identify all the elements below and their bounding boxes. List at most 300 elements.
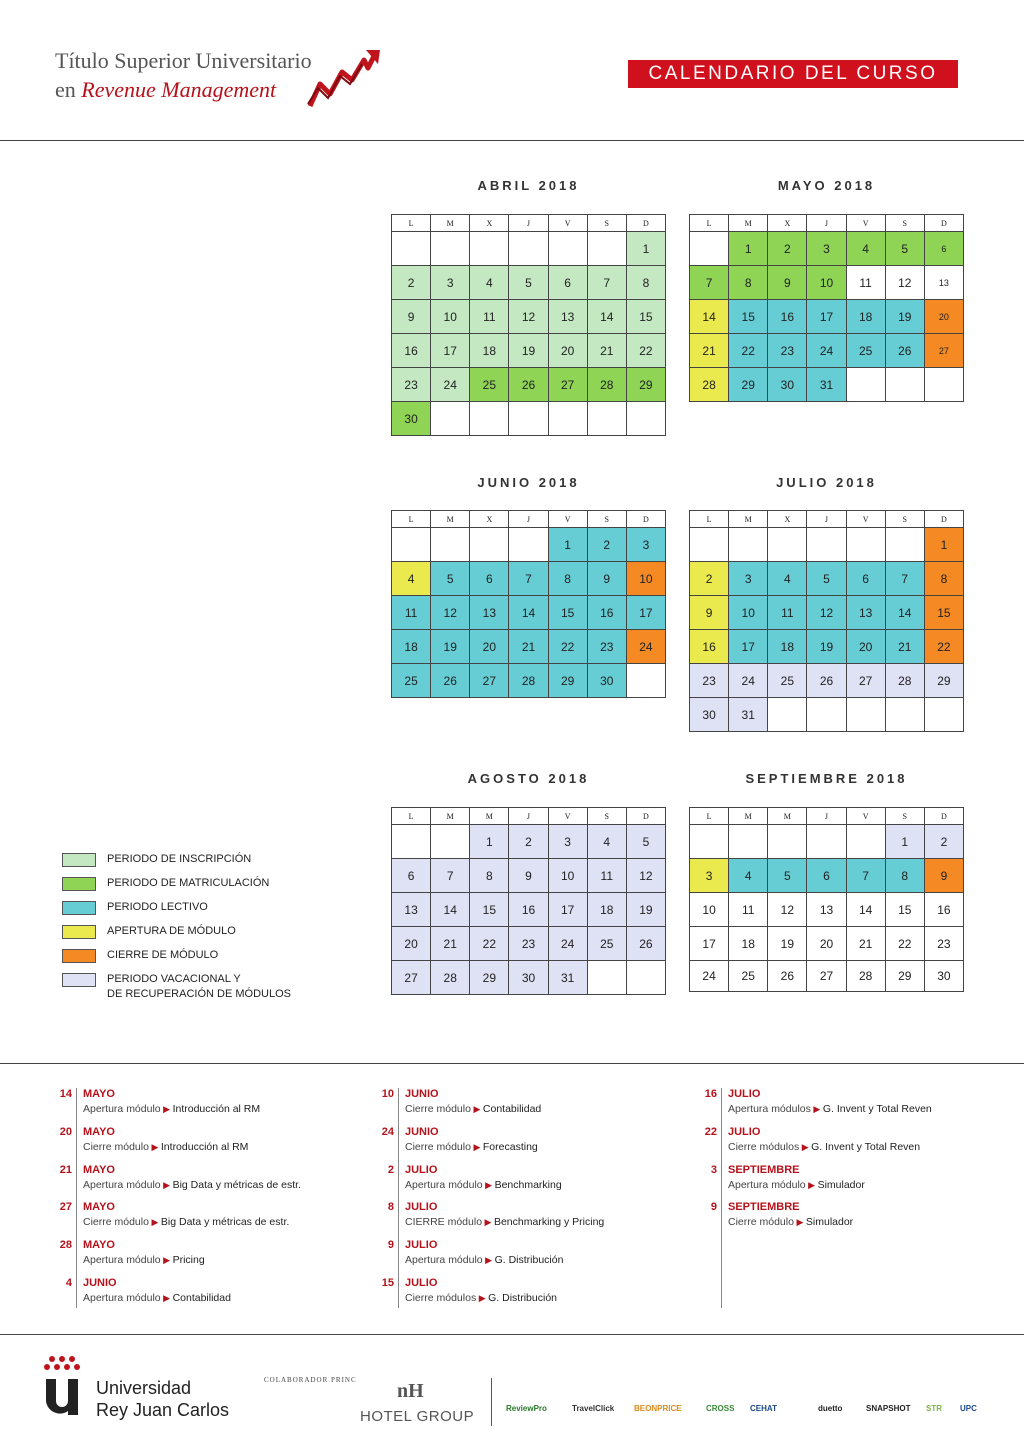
week-row — [690, 664, 964, 698]
day-cell — [470, 528, 509, 562]
weekday-header: S — [587, 511, 626, 528]
day-cell — [846, 528, 885, 562]
week-row — [690, 859, 964, 893]
day-cell — [470, 402, 509, 436]
day-cell: 14 — [846, 893, 885, 927]
day-cell: 29 — [470, 961, 509, 995]
arrow-right-icon: ▶ — [160, 1255, 173, 1265]
day-cell: 25 — [729, 961, 768, 992]
weekday-header: M — [729, 511, 768, 528]
week-row — [392, 266, 666, 300]
day-cell: 5 — [431, 562, 470, 596]
day-cell: 2 — [587, 528, 626, 562]
legend-swatch — [62, 925, 96, 939]
day-cell: 22 — [626, 334, 665, 368]
day-cell: 20 — [846, 630, 885, 664]
weekday-header: J — [509, 808, 548, 825]
weekday-header: V — [548, 808, 587, 825]
day-cell: 17 — [690, 927, 729, 961]
day-cell — [587, 402, 626, 436]
event-item — [56, 1164, 376, 1200]
day-cell: 21 — [509, 630, 548, 664]
day-cell: 8 — [548, 562, 587, 596]
day-cell: 11 — [392, 596, 431, 630]
day-cell — [431, 402, 470, 436]
week-row — [690, 596, 964, 630]
collaborator-label: COLABORADOR PRINC — [264, 1376, 357, 1384]
event-description — [405, 1292, 557, 1304]
day-cell: 29 — [885, 961, 924, 992]
week-row — [392, 961, 666, 995]
event-action: Apertura módulo — [728, 1179, 806, 1191]
day-cell: 12 — [431, 596, 470, 630]
day-cell — [509, 528, 548, 562]
day-cell: 30 — [768, 368, 807, 402]
week-row — [392, 300, 666, 334]
weekday-header: J — [509, 511, 548, 528]
event-subject: Simulador — [817, 1179, 865, 1191]
month-title: SEPTIEMBRE 2018 — [745, 771, 908, 786]
day-cell: 16 — [768, 300, 807, 334]
day-cell: 5 — [768, 859, 807, 893]
day-cell: 23 — [392, 368, 431, 402]
events-column — [378, 1088, 698, 1308]
event-day: 16 — [704, 1088, 717, 1100]
growth-arrow-icon — [306, 48, 382, 110]
legend-swatch — [62, 853, 96, 867]
week-row — [690, 368, 964, 402]
day-cell: 19 — [509, 334, 548, 368]
day-cell: 10 — [548, 859, 587, 893]
day-cell: 4 — [846, 232, 885, 266]
events-column — [56, 1088, 376, 1308]
month-calendar — [689, 510, 964, 732]
day-cell: 13 — [807, 893, 846, 927]
day-cell: 22 — [729, 334, 768, 368]
day-cell: 22 — [470, 927, 509, 961]
weekday-header: J — [807, 511, 846, 528]
day-cell: 27 — [470, 664, 509, 698]
event-item — [378, 1126, 698, 1162]
day-cell: 18 — [768, 630, 807, 664]
week-row — [690, 528, 964, 562]
day-cell: 24 — [548, 927, 587, 961]
legend-label: PERIODO VACACIONAL Y — [107, 973, 241, 985]
day-cell: 26 — [807, 664, 846, 698]
day-cell: 15 — [470, 893, 509, 927]
day-cell: 25 — [768, 664, 807, 698]
arrow-right-icon: ▶ — [799, 1142, 812, 1152]
week-row — [690, 266, 964, 300]
event-month: JULIO — [728, 1126, 761, 1138]
event-description — [83, 1141, 248, 1153]
event-day: 9 — [387, 1239, 394, 1251]
day-cell — [690, 825, 729, 859]
event-subject: G. Distribución — [494, 1254, 564, 1266]
day-cell: 4 — [587, 825, 626, 859]
weekday-header: X — [768, 511, 807, 528]
day-cell — [548, 402, 587, 436]
day-cell: 15 — [924, 596, 963, 630]
day-cell — [846, 698, 885, 732]
weekday-header: L — [392, 808, 431, 825]
day-cell: 24 — [626, 630, 665, 664]
week-row — [392, 528, 666, 562]
day-cell: 14 — [431, 893, 470, 927]
day-cell: 21 — [587, 334, 626, 368]
day-cell: 13 — [846, 596, 885, 630]
day-cell: 15 — [548, 596, 587, 630]
day-cell: 30 — [587, 664, 626, 698]
day-cell: 19 — [807, 630, 846, 664]
day-cell: 26 — [626, 927, 665, 961]
day-cell: 10 — [431, 300, 470, 334]
event-month: JULIO — [405, 1277, 438, 1289]
day-cell: 18 — [729, 927, 768, 961]
day-cell: 15 — [729, 300, 768, 334]
event-subject: Big Data y métricas de estr. — [172, 1179, 301, 1191]
day-cell: 16 — [924, 893, 963, 927]
day-cell: 22 — [885, 927, 924, 961]
day-cell: 28 — [846, 961, 885, 992]
month-calendar — [689, 214, 964, 402]
event-subject: Contabilidad — [482, 1103, 542, 1115]
day-cell: 7 — [885, 562, 924, 596]
day-cell: 7 — [509, 562, 548, 596]
event-month: SEPTIEMBRE — [728, 1164, 800, 1176]
day-cell: 5 — [885, 232, 924, 266]
arrow-right-icon: ▶ — [810, 1104, 823, 1114]
weekday-header: D — [924, 808, 963, 825]
day-cell — [924, 698, 963, 732]
day-cell: 20 — [392, 927, 431, 961]
event-item — [701, 1201, 1021, 1237]
weekday-header: D — [924, 511, 963, 528]
event-item — [378, 1164, 698, 1200]
event-day: 24 — [381, 1126, 394, 1138]
arrow-right-icon: ▶ — [160, 1180, 173, 1190]
weekday-header: S — [587, 808, 626, 825]
day-cell: 3 — [548, 825, 587, 859]
event-month: MAYO — [83, 1164, 115, 1176]
event-item — [378, 1088, 698, 1124]
event-month: MAYO — [83, 1088, 115, 1100]
day-cell: 8 — [626, 266, 665, 300]
event-action: Apertura módulos — [728, 1103, 811, 1115]
day-cell: 17 — [548, 893, 587, 927]
week-row — [690, 893, 964, 927]
day-cell — [690, 528, 729, 562]
event-subject: G. Invent y Total Reven — [811, 1141, 921, 1153]
event-day: 20 — [59, 1126, 72, 1138]
weekday-header: D — [626, 511, 665, 528]
day-cell: 10 — [729, 596, 768, 630]
weekday-header: M — [470, 808, 509, 825]
day-cell: 1 — [729, 232, 768, 266]
footer-divider — [0, 1334, 1024, 1335]
month-title: JULIO 2018 — [776, 475, 877, 490]
day-cell — [729, 825, 768, 859]
month-calendar — [689, 807, 964, 992]
day-cell: 14 — [690, 300, 729, 334]
week-row — [392, 596, 666, 630]
day-cell: 17 — [431, 334, 470, 368]
day-cell: 27 — [924, 334, 963, 368]
day-cell: 22 — [548, 630, 587, 664]
event-subject: Benchmarking y Pricing — [493, 1216, 605, 1228]
month-title: AGOSTO 2018 — [467, 771, 590, 786]
week-row — [392, 562, 666, 596]
day-cell: 27 — [392, 961, 431, 995]
weekday-header: D — [924, 215, 963, 232]
week-row — [690, 825, 964, 859]
day-cell: 18 — [470, 334, 509, 368]
day-cell: 22 — [924, 630, 963, 664]
day-cell: 17 — [729, 630, 768, 664]
header-divider — [0, 140, 1024, 141]
day-cell: 29 — [924, 664, 963, 698]
event-month: JUNIO — [405, 1088, 439, 1100]
day-cell: 13 — [924, 266, 963, 300]
day-cell: 6 — [807, 859, 846, 893]
day-cell: 9 — [587, 562, 626, 596]
day-cell: 9 — [509, 859, 548, 893]
day-cell: 11 — [470, 300, 509, 334]
event-description — [405, 1216, 604, 1228]
day-cell: 20 — [807, 927, 846, 961]
week-row — [392, 927, 666, 961]
event-action: Cierre módulos — [728, 1141, 800, 1153]
week-row — [392, 664, 666, 698]
day-cell: 18 — [846, 300, 885, 334]
event-subject: Big Data y métricas de estr. — [160, 1216, 290, 1228]
sponsor-logo: duetto — [818, 1404, 843, 1413]
event-month: MAYO — [83, 1126, 115, 1138]
day-cell: 10 — [690, 893, 729, 927]
arrow-right-icon: ▶ — [148, 1142, 161, 1152]
arrow-right-icon: ▶ — [148, 1217, 161, 1227]
event-day: 22 — [704, 1126, 717, 1138]
event-action: Cierre módulo — [728, 1216, 794, 1228]
weekday-header: S — [885, 808, 924, 825]
day-cell — [768, 698, 807, 732]
day-cell: 11 — [587, 859, 626, 893]
event-month: JUNIO — [405, 1126, 439, 1138]
event-day: 27 — [59, 1201, 72, 1213]
event-description — [405, 1141, 538, 1153]
day-cell: 26 — [885, 334, 924, 368]
day-cell: 4 — [729, 859, 768, 893]
day-cell: 2 — [768, 232, 807, 266]
university-crown-logo — [44, 1355, 80, 1417]
weekday-header: M — [729, 215, 768, 232]
legend-label: APERTURA DE MÓDULO — [107, 925, 236, 937]
weekday-header: M — [431, 215, 470, 232]
university-name-line2: Rey Juan Carlos — [96, 1400, 230, 1420]
event-action: Apertura módulo — [83, 1254, 161, 1266]
day-cell — [626, 664, 665, 698]
event-subject: Simulador — [805, 1216, 854, 1228]
legend-label: PERIODO LECTIVO — [107, 901, 208, 913]
day-cell: 23 — [690, 664, 729, 698]
arrow-right-icon: ▶ — [160, 1293, 173, 1303]
day-cell — [807, 825, 846, 859]
day-cell: 5 — [807, 562, 846, 596]
sponsor-logo: BEONPRICE — [634, 1404, 682, 1413]
weekday-header: D — [626, 215, 665, 232]
event-subject: G. Distribución — [488, 1292, 557, 1304]
day-cell: 11 — [768, 596, 807, 630]
day-cell: 4 — [768, 562, 807, 596]
month-title: JUNIO 2018 — [477, 475, 580, 490]
day-cell: 12 — [509, 300, 548, 334]
event-day: 28 — [59, 1239, 72, 1251]
event-day: 21 — [59, 1164, 72, 1176]
arrow-right-icon: ▶ — [160, 1104, 173, 1114]
day-cell: 12 — [626, 859, 665, 893]
day-cell: 16 — [509, 893, 548, 927]
program-title-line2 — [55, 77, 276, 103]
weekday-header: M — [729, 808, 768, 825]
weekday-header: L — [690, 511, 729, 528]
day-cell: 9 — [924, 859, 963, 893]
event-day: 8 — [387, 1201, 394, 1213]
week-row — [392, 630, 666, 664]
legend-label: PERIODO DE MATRICULACIÓN — [107, 877, 270, 889]
day-cell: 19 — [431, 630, 470, 664]
event-subject: Contabilidad — [172, 1292, 231, 1304]
month-title: MAYO 2018 — [777, 178, 876, 193]
day-cell — [768, 528, 807, 562]
day-cell: 17 — [626, 596, 665, 630]
day-cell: 21 — [431, 927, 470, 961]
weekday-header: J — [509, 215, 548, 232]
day-cell: 26 — [509, 368, 548, 402]
day-cell: 17 — [807, 300, 846, 334]
weekday-header: L — [690, 808, 729, 825]
day-cell — [431, 825, 470, 859]
event-subject: Pricing — [172, 1254, 205, 1266]
week-row — [690, 961, 964, 992]
nh-logo-mark: nH — [397, 1380, 424, 1402]
day-cell: 8 — [470, 859, 509, 893]
event-item — [701, 1126, 1021, 1162]
event-day: 3 — [710, 1164, 717, 1176]
arrow-right-icon: ▶ — [482, 1217, 494, 1227]
event-month: MAYO — [83, 1239, 115, 1251]
day-cell: 1 — [626, 232, 665, 266]
arrow-right-icon: ▶ — [805, 1180, 818, 1190]
day-cell: 1 — [548, 528, 587, 562]
weekday-header: X — [768, 215, 807, 232]
day-cell: 21 — [885, 630, 924, 664]
day-cell: 1 — [924, 528, 963, 562]
day-cell: 7 — [690, 266, 729, 300]
day-cell: 18 — [392, 630, 431, 664]
sponsor-divider — [491, 1378, 492, 1426]
event-month: MAYO — [83, 1201, 115, 1213]
title-italic: Revenue Management — [81, 77, 277, 102]
day-cell: 8 — [885, 859, 924, 893]
legend-swatch — [62, 877, 96, 891]
nh-hotel-group: HOTEL GROUP — [360, 1408, 475, 1425]
event-item — [378, 1201, 698, 1237]
day-cell: 19 — [626, 893, 665, 927]
legend-swatch — [62, 949, 96, 963]
day-cell: 20 — [470, 630, 509, 664]
sponsor-logo: UPC — [960, 1404, 977, 1413]
day-cell: 25 — [392, 664, 431, 698]
day-cell: 25 — [846, 334, 885, 368]
day-cell — [626, 961, 665, 995]
day-cell — [392, 232, 431, 266]
day-cell — [431, 528, 470, 562]
event-action: Apertura módulo — [405, 1254, 483, 1266]
event-description — [728, 1141, 920, 1153]
day-cell: 8 — [729, 266, 768, 300]
sponsor-logo: STR — [926, 1404, 942, 1413]
day-cell: 29 — [729, 368, 768, 402]
event-day: 2 — [387, 1164, 394, 1176]
day-cell — [807, 698, 846, 732]
week-row — [392, 825, 666, 859]
day-cell: 12 — [807, 596, 846, 630]
event-month: SEPTIEMBRE — [728, 1201, 800, 1213]
day-cell: 5 — [509, 266, 548, 300]
day-cell — [690, 232, 729, 266]
event-item — [56, 1088, 376, 1124]
day-cell: 18 — [587, 893, 626, 927]
day-cell: 19 — [768, 927, 807, 961]
day-cell: 28 — [690, 368, 729, 402]
day-cell — [924, 368, 963, 402]
event-item — [56, 1239, 376, 1275]
day-cell: 30 — [509, 961, 548, 995]
arrow-right-icon: ▶ — [476, 1293, 489, 1303]
event-action: Apertura módulo — [83, 1292, 161, 1304]
event-item — [378, 1277, 698, 1313]
day-cell: 3 — [431, 266, 470, 300]
event-description — [83, 1179, 301, 1191]
events-divider-top — [0, 1063, 1024, 1064]
sponsor-logo: CROSS — [706, 1404, 735, 1413]
event-action: Apertura módulo — [83, 1103, 161, 1115]
event-description — [83, 1103, 260, 1115]
week-row — [690, 927, 964, 961]
weekday-header: V — [846, 215, 885, 232]
program-title-line1: Título Superior Universitario — [55, 48, 312, 73]
legend-label-line2: DE RECUPERACIÓN DE MÓDULOS — [107, 988, 291, 1000]
day-cell — [807, 528, 846, 562]
weekday-header: V — [548, 511, 587, 528]
day-cell: 9 — [392, 300, 431, 334]
day-cell: 24 — [807, 334, 846, 368]
event-action: Cierre módulo — [405, 1103, 471, 1115]
day-cell: 20 — [924, 300, 963, 334]
event-action: Cierre módulo — [83, 1141, 149, 1153]
event-subject: Benchmarking — [494, 1179, 562, 1191]
day-cell: 3 — [626, 528, 665, 562]
sponsor-logo: TravelClick — [572, 1404, 615, 1413]
weekday-header: L — [392, 215, 431, 232]
day-cell: 8 — [924, 562, 963, 596]
day-cell: 21 — [690, 334, 729, 368]
weekday-header: J — [807, 808, 846, 825]
week-row — [690, 232, 964, 266]
day-cell: 14 — [509, 596, 548, 630]
day-cell — [509, 402, 548, 436]
arrow-right-icon: ▶ — [482, 1180, 495, 1190]
